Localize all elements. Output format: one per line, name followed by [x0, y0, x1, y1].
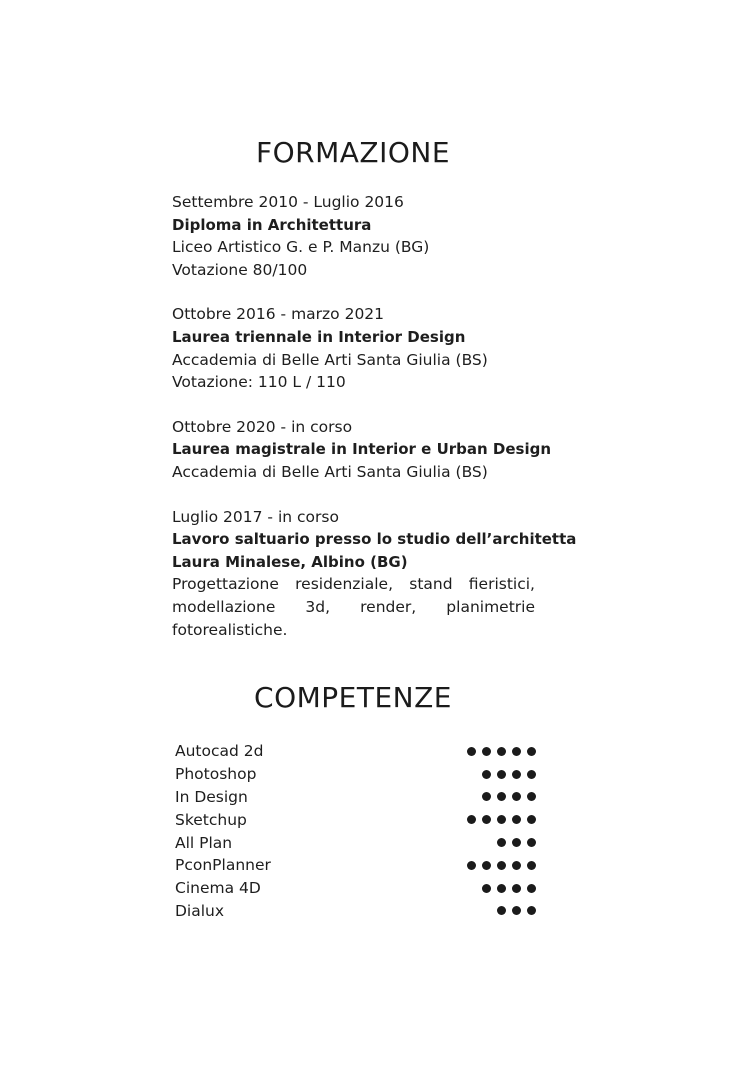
skill-level-dot	[482, 884, 491, 893]
skill-level-dot	[512, 770, 521, 779]
skill-level-dot	[497, 770, 506, 779]
skill-row	[175, 877, 536, 900]
skill-level-dots	[467, 747, 536, 756]
skill-row	[175, 786, 536, 809]
section-title-formazione: FORMAZIONE	[255, 136, 451, 169]
skill-level-dot	[527, 815, 536, 824]
skill-level-dot	[497, 884, 506, 893]
section-title-competenze: COMPETENZE	[254, 681, 452, 714]
skill-row	[175, 808, 536, 831]
skill-level-dots	[482, 770, 536, 779]
skill-level-dot	[482, 770, 491, 779]
skill-row	[175, 831, 536, 854]
skill-name: Dialux	[175, 901, 225, 920]
skill-level-dot	[527, 906, 536, 915]
skill-level-dot	[482, 792, 491, 801]
work-entry	[172, 506, 577, 642]
skill-level-dots	[467, 861, 536, 870]
skill-level-dot	[497, 792, 506, 801]
entry-detail: Accademia di Belle Arti Santa Giulia (BS)	[172, 462, 488, 481]
entry-detail: Votazione: 110 L / 110	[172, 373, 346, 392]
skill-name: Sketchup	[175, 810, 247, 829]
entry-date: Ottobre 2020 - in corso	[172, 417, 353, 436]
entry-detail: Accademia di Belle Arti Santa Giulia (BS)	[172, 350, 488, 369]
skill-level-dot	[497, 747, 506, 756]
skill-level-dots	[482, 792, 536, 801]
skill-level-dot	[482, 861, 491, 870]
education-list	[172, 191, 577, 663]
entry-detail: Votazione 80/100	[172, 260, 308, 279]
skill-level-dot	[497, 815, 506, 824]
skill-level-dot	[512, 815, 521, 824]
skill-level-dots	[497, 838, 536, 847]
skill-row	[175, 900, 536, 923]
skill-level-dot	[467, 861, 476, 870]
skill-level-dot	[482, 747, 491, 756]
skill-level-dot	[512, 884, 521, 893]
skill-name: PconPlanner	[175, 856, 271, 875]
skills-list	[175, 740, 536, 922]
skill-level-dot	[527, 861, 536, 870]
entry-title-continued: Laura Minalese, Albino (BG)	[172, 552, 408, 571]
skill-level-dot	[527, 792, 536, 801]
skill-name: In Design	[175, 787, 248, 806]
entry-title: Lavoro saltuario presso lo studio dell’architetta	[172, 530, 577, 549]
skill-level-dot	[527, 747, 536, 756]
skill-level-dot	[497, 861, 506, 870]
skill-level-dots	[467, 815, 536, 824]
skill-level-dot	[527, 838, 536, 847]
entry-description: Progettazione residenziale, stand fieristici, modellazione 3d, render, planimetrie fotorealistiche.	[172, 575, 535, 639]
skill-name: Photoshop	[175, 765, 257, 784]
skill-name: Autocad 2d	[175, 742, 264, 761]
skill-level-dots	[497, 906, 536, 915]
skill-row	[175, 763, 536, 786]
skill-level-dot	[512, 861, 521, 870]
skill-level-dot	[527, 884, 536, 893]
entry-title: Diploma in Architettura	[172, 215, 372, 234]
skill-level-dot	[482, 815, 491, 824]
skill-level-dot	[512, 906, 521, 915]
skill-name: Cinema 4D	[175, 879, 261, 898]
skill-level-dot	[497, 906, 506, 915]
skill-row	[175, 854, 536, 877]
entry-title: Laurea magistrale in Interior e Urban Design	[172, 440, 552, 459]
skill-level-dot	[467, 747, 476, 756]
entry-detail: Liceo Artistico G. e P. Manzu (BG)	[172, 238, 430, 257]
skill-level-dot	[512, 838, 521, 847]
entry-date: Luglio 2017 - in corso	[172, 507, 339, 526]
entry-title: Laurea triennale in Interior Design	[172, 327, 466, 346]
skill-level-dot	[512, 747, 521, 756]
entry-date: Ottobre 2016 - marzo 2021	[172, 305, 385, 324]
education-entry	[172, 191, 535, 281]
skill-name: All Plan	[175, 833, 233, 852]
skill-level-dots	[482, 884, 536, 893]
entry-date: Settembre 2010 - Luglio 2016	[172, 193, 404, 211]
skill-level-dot	[467, 815, 476, 824]
skill-level-dot	[497, 838, 506, 847]
skill-level-dot	[527, 770, 536, 779]
education-entry	[172, 416, 552, 484]
skill-row	[175, 740, 536, 763]
education-entry	[172, 303, 535, 393]
skill-level-dot	[512, 792, 521, 801]
